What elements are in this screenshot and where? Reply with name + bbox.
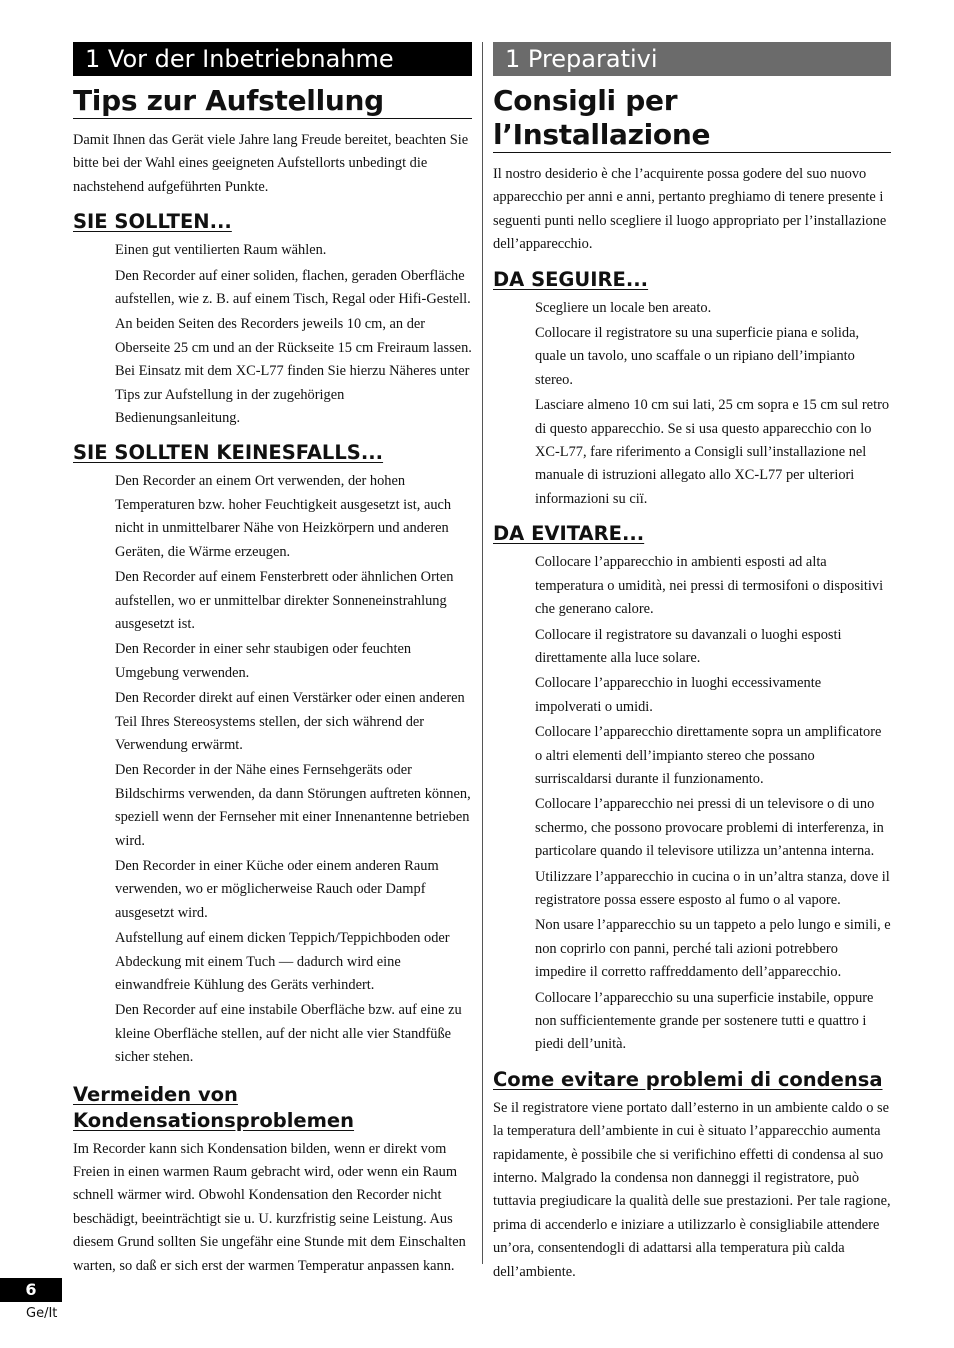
condensation-heading: [73, 1082, 472, 1134]
list-item: Collocare il registratore su una superficie piana e solida, quale un tavolo, uno scaffale o un ripiano dell’impianto stereo.: [535, 325, 860, 388]
should-heading: DA SEGUIRE...: [493, 267, 649, 291]
list-item: Den Recorder auf einer soliden, flachen, geraden Oberfläche aufstellen, wie z. B. auf einem Tisch, Regal oder Hifi-Gestell.: [115, 267, 471, 308]
list-item: Collocare l’apparecchio direttamente sopra un amplificatore o altri elementi dell’impianto stereo che possano surriscaldarsi durante il funzionamento.: [535, 724, 882, 787]
chapter-header: 1 Preparativi: [493, 42, 891, 76]
list-item: Den Recorder in einer Küche oder einem anderen Raum verwenden, wo er möglicherweise Rauch oder Dampf ausgesetzt wird.: [115, 857, 439, 921]
list-item: Den Recorder an einem Ort verwenden, der hohen Temperaturen bzw. hoher Feuchtigkeit ausgesetzt ist, auch nicht in unmittelbarer Nähe von Heizkörpern und anderen Geräten, die Wärme erzeugen.: [115, 473, 452, 560]
list-item: Collocare l’apparecchio nei pressi di un televisore o di uno schermo, che possono provocare problemi di interferenza, in particolare quando il televisore utilizza un’antenna interna.: [535, 796, 884, 860]
column-divider: [482, 42, 483, 1264]
intro-paragraph: Il nostro desiderio è che l’acquirente possa godere del suo nuovo apparecchio per anni e anni, pertanto preghiamo di tenere presente i seguenti punti nello scegliere il luogo appropriato per l’installazione dell’apparecchio.: [493, 166, 887, 253]
list-item: Einen gut ventilierten Raum wählen.: [115, 242, 327, 259]
list-item: Den Recorder auf einem Fensterbrett oder ähnlichen Orten aufstellen, wo er unmittelbar direkter Sonneneinstrahlung ausgesetzt ist.: [115, 569, 454, 632]
should-list: [493, 297, 891, 512]
list-item: Aufstellung auf einem dicken Teppich/Teppichboden oder Abdeckung mit einem Tuch — dadurch wird eine einwandfreie Kühlung des Geräts verhindert.: [115, 930, 450, 993]
list-item: Utilizzare l’apparecchio in cucina o in un’altra stanza, dove il registratore possa essere esposto al fumo o al vapore.: [535, 868, 890, 908]
intro-paragraph: Damit Ihnen das Gerät viele Jahre lang Freude bereitet, beachten Sie bitte bei der Wahl eines geeigneten Aufstellorts unbedingt die nachstehend aufgeführten Punkte.: [73, 132, 469, 195]
list-item: Den Recorder in der Nähe eines Fernsehgeräts oder Bildschirms verwenden, da dann Störungen auftreten können, speziell wenn der Fernseher mit einer Innenantenne betrieben wird.: [115, 762, 471, 849]
should-list: [73, 239, 472, 430]
list-item: Lasciare almeno 10 cm sui lati, 25 cm sopra e 15 cm sul retro di questo apparecchio. Se si usa questo apparecchio con lo XC-L77, fare riferimento a Consigli sull’installazione nel manuale di istruzioni allegato allo XC-L77 per ulteriori informazioni su ciï.: [535, 397, 890, 507]
list-item: Collocare l’apparecchio su una superficie instabile, oppure non sufficientemente grande per sostenere tutti e quattro i piedi dell’unità.: [535, 989, 874, 1053]
page-number: 6: [0, 1278, 62, 1302]
list-item: Non usare l’apparecchio su un tappeto a pelo lungo e simili, e non coprirlo con panni, perché tali azioni potrebbero impedire il corretto raffreddamento dell’apparecchio.: [535, 917, 891, 981]
shouldnt-heading: SIE SOLLTEN KEINESFALLS...: [73, 441, 384, 465]
list-item: Collocare l’apparecchio in ambienti esposti ad alta temperatura o umidità, nei pressi di termosifoni o dispositivi che generano calore.: [535, 554, 884, 618]
shouldnt-list: [73, 470, 472, 1069]
page-title: Consigli per l’Installazione: [493, 84, 891, 153]
list-item: Collocare l’apparecchio in luoghi eccessivamente impolverati o umidi.: [535, 675, 822, 715]
condensation-paragraph: Im Recorder kann sich Kondensation bilden, wenn er direkt vom Freien in einen warmen Raum gebracht wird, oder wenn ein Raum schnell wärmer wird. Obwohl Kondensation den Recorder nicht beschädigt, beeinträchtigt sie u. U. kurzfristig seine Leistung. Aus diesem Grund sollten Sie ungefähr eine Stunde mit dem Einschalten warten, so daß er sich erst der warmen Temperatur anpassen kann.: [73, 1140, 466, 1274]
list-item: Den Recorder auf eine instabile Oberfläche bzw. auf eine zu kleine Oberfläche stellen, auf der nicht alle vier Standfüße sicher stehen.: [115, 1002, 462, 1066]
condensation-paragraph: Se il registratore viene portato dall’esterno in un ambiente caldo o se la temperatura dell’ambiente in cui è situato l’apparecchio aumenta rapidamente, è possibile che si verifichino effetti di condensa al suo interno. Malgrado la condensa non danneggi il registratore, può tuttavia pregiudicare la qualità delle sue prestazioni. Per tale ragione, prima di accenderlo e iniziare a utilizzarlo è consigliabile attendere un’ora, consentendogli di adattarsi alla temperatura più calda dell’ambiente.: [493, 1099, 891, 1280]
list-item: Collocare il registratore su davanzali o luoghi esposti direttamente alla luce solare.: [535, 626, 842, 666]
list-item: Scegliere un locale ben areato.: [535, 299, 712, 316]
italian-column: [493, 42, 891, 1284]
condensation-heading: Come evitare problemi di condensa: [493, 1067, 883, 1091]
page-title: Tips zur Aufstellung: [73, 84, 472, 119]
shouldnt-heading: DA EVITARE...: [493, 522, 645, 546]
condensation-heading-text: Vermeiden von Kondensationsproblemen: [73, 1082, 355, 1132]
list-item: An beiden Seiten des Recorders jeweils 10 cm, an der Oberseite 25 cm und an der Rückseite 15 cm Freiraum lassen. Bei Einsatz mit dem XC-L77 finden Sie hierzu Näheres unter Tips zur Aufstellung in der zugehörigen Bedienungsanleitung.: [115, 316, 472, 427]
language-code: Ge/It: [26, 1306, 58, 1321]
should-heading: SIE SOLLTEN...: [73, 210, 232, 234]
list-item: Den Recorder direkt auf einen Verstärker oder einen anderen Teil Ihres Stereosystems stellen, der sich während der Verwendung erwärmt.: [115, 690, 465, 753]
shouldnt-list: [493, 551, 891, 1057]
list-item: Den Recorder in einer sehr staubigen oder feuchten Umgebung verwenden.: [115, 641, 412, 681]
chapter-header: 1 Vor der Inbetriebnahme: [73, 42, 472, 76]
german-column: [73, 42, 472, 1278]
